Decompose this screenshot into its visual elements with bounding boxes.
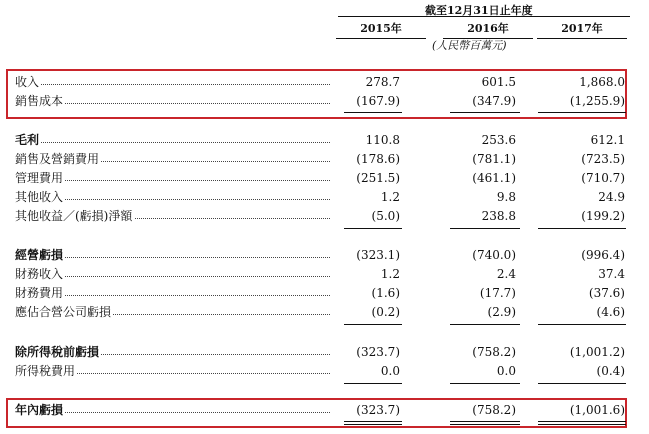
row-value-2015: 1.2	[380, 190, 400, 204]
row-value-2016: (758.2)	[472, 403, 516, 417]
row-share-of-jv-losses	[0, 303, 649, 321]
year-header-2015: 2015年	[336, 20, 426, 39]
subtotal-rule-2015	[344, 112, 402, 113]
row-value-2015: 0.0	[380, 364, 400, 378]
subtotal-rule-2016	[450, 324, 520, 325]
row-label: 財務費用	[15, 286, 64, 300]
row-label: 毛利	[15, 133, 40, 147]
row-label: 銷售成本	[15, 94, 64, 108]
row-value-2017: 1,868.0	[579, 75, 625, 89]
row-label: 經營虧損	[15, 248, 64, 262]
total-double-rule-2017	[538, 421, 626, 422]
row-label: 財務收入	[15, 267, 64, 281]
row-label: 年內虧損	[15, 403, 64, 417]
row-value-2017: (1,001.2)	[569, 345, 625, 359]
row-value-2016: 238.8	[481, 209, 516, 223]
total-double-rule-2015	[344, 424, 402, 425]
row-other-income	[0, 188, 649, 206]
row-label: 所得稅費用	[15, 364, 76, 378]
subtotal-rule-2016	[450, 383, 520, 384]
row-value-2017: (37.6)	[588, 286, 625, 300]
row-label: 銷售及營銷費用	[15, 152, 100, 166]
row-value-2016: 0.0	[496, 364, 516, 378]
row-value-2016: (740.0)	[472, 248, 516, 262]
row-value-2016: 2.4	[496, 267, 516, 281]
subtotal-rule-2015	[344, 324, 402, 325]
row-finance-costs	[0, 284, 649, 302]
row-value-2015: (323.7)	[356, 345, 400, 359]
row-value-2016: (17.7)	[479, 286, 516, 300]
row-value-2017: (723.5)	[581, 152, 625, 166]
row-value-2017: (4.6)	[596, 305, 625, 319]
row-value-2015: (167.9)	[356, 94, 400, 108]
row-value-2017: (199.2)	[581, 209, 625, 223]
row-label: 其他收益／(虧損)淨額	[15, 209, 133, 223]
row-admin-expenses	[0, 169, 649, 187]
row-label: 除所得稅前虧損	[15, 345, 100, 359]
row-value-2017: 37.4	[598, 267, 625, 281]
subtotal-rule-2015	[344, 228, 402, 229]
subtotal-rule-2015	[344, 383, 402, 384]
row-value-2015: (178.6)	[356, 152, 400, 166]
row-value-2015: (1.6)	[371, 286, 400, 300]
row-selling-expenses	[0, 150, 649, 168]
row-value-2015: (251.5)	[356, 171, 400, 185]
total-double-rule-2015	[344, 421, 402, 422]
row-value-2017: (710.7)	[581, 171, 625, 185]
row-revenue	[0, 73, 649, 91]
year-header-2016: 2016年	[443, 20, 533, 39]
total-double-rule-2016	[450, 424, 520, 425]
row-value-2015: (5.0)	[371, 209, 400, 223]
row-label: 應佔合營公司虧損	[15, 305, 112, 319]
total-double-rule-2016	[450, 421, 520, 422]
row-value-2015: 278.7	[365, 75, 400, 89]
row-cost-of-sales	[0, 92, 649, 110]
subtotal-rule-2016	[450, 228, 520, 229]
row-value-2016: 601.5	[481, 75, 516, 89]
row-finance-income	[0, 265, 649, 283]
row-value-2016: 253.6	[481, 133, 516, 147]
row-other-gains-losses	[0, 207, 649, 225]
subtotal-rule-2017	[538, 383, 626, 384]
row-value-2016: (347.9)	[472, 94, 516, 108]
row-value-2015: (323.1)	[356, 248, 400, 262]
period-header-rule	[338, 16, 630, 17]
row-label: 收入	[15, 75, 40, 89]
subtotal-rule-2017	[538, 112, 626, 113]
row-value-2015: 1.2	[380, 267, 400, 281]
row-value-2016: (461.1)	[472, 171, 516, 185]
row-value-2016: (781.1)	[472, 152, 516, 166]
unit-label: (人民幣百萬元)	[432, 39, 507, 52]
row-value-2017: 612.1	[590, 133, 625, 147]
row-value-2017: (996.4)	[581, 248, 625, 262]
period-header: 截至12月31日止年度	[425, 4, 533, 17]
row-label: 其他收入	[15, 190, 64, 204]
row-value-2017: 24.9	[598, 190, 625, 204]
subtotal-rule-2017	[538, 324, 626, 325]
row-value-2016: 9.8	[496, 190, 516, 204]
row-loss-for-year	[0, 401, 649, 419]
row-gross-profit	[0, 131, 649, 149]
row-value-2015: (323.7)	[356, 403, 400, 417]
row-value-2016: (758.2)	[472, 345, 516, 359]
row-loss-before-tax	[0, 343, 649, 361]
row-value-2015: 110.8	[365, 133, 400, 147]
row-value-2015: (0.2)	[371, 305, 400, 319]
row-income-tax	[0, 362, 649, 380]
row-label: 管理費用	[15, 171, 64, 185]
row-value-2017: (1,001.6)	[569, 403, 625, 417]
row-operating-loss	[0, 246, 649, 264]
total-double-rule-2017	[538, 424, 626, 425]
row-value-2016: (2.9)	[487, 305, 516, 319]
subtotal-rule-2017	[538, 228, 626, 229]
row-value-2017: (0.4)	[596, 364, 625, 378]
row-value-2017: (1,255.9)	[569, 94, 625, 108]
year-header-2017: 2017年	[537, 20, 627, 39]
subtotal-rule-2016	[450, 112, 520, 113]
